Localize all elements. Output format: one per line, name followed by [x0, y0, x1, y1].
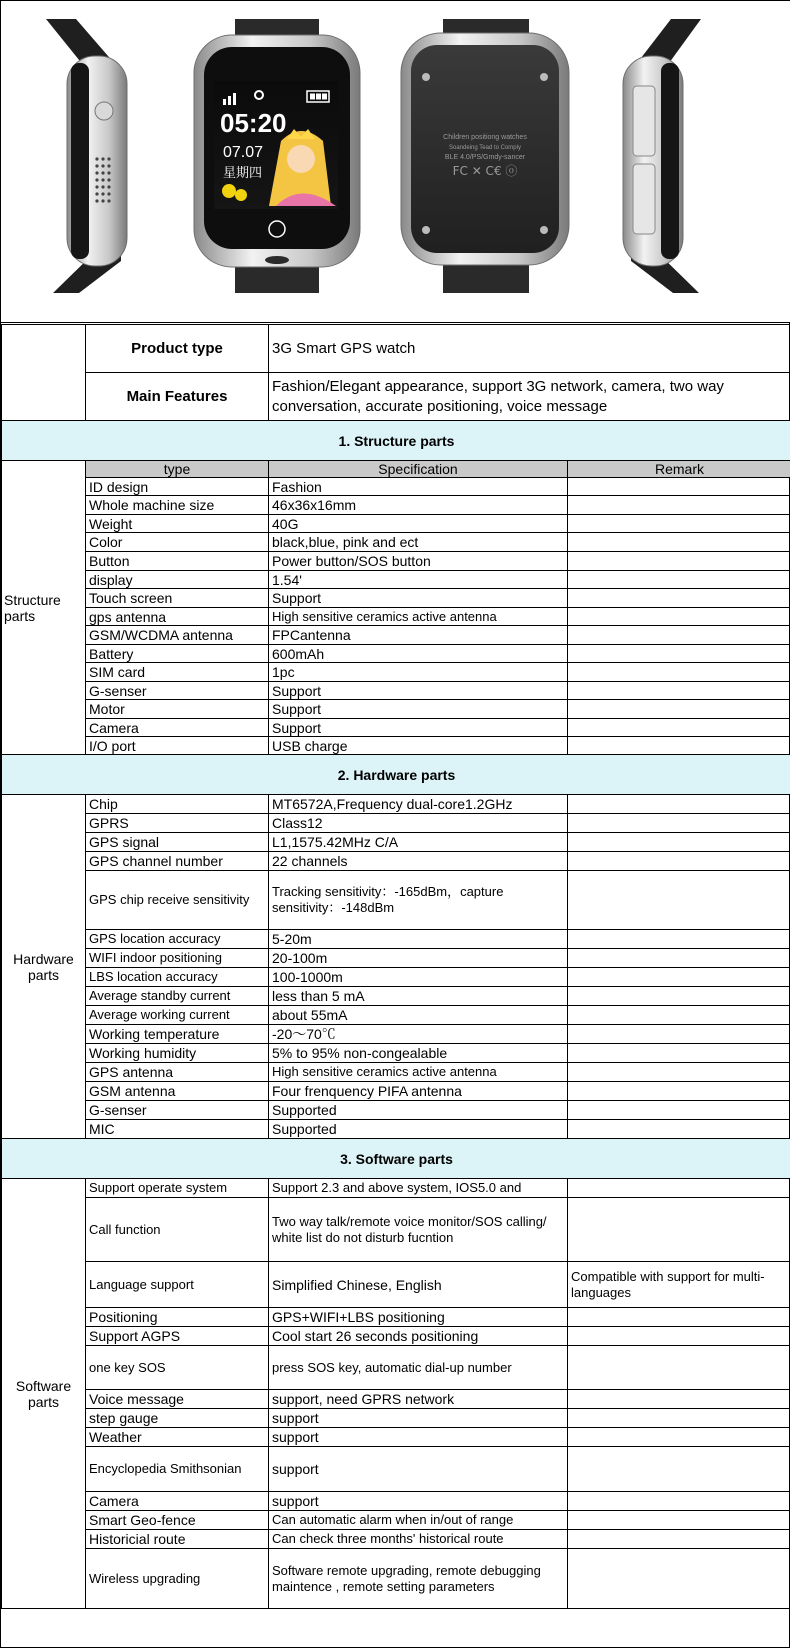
spec-remark [568, 1530, 790, 1549]
spec-value: Cool start 26 seconds positioning [269, 1327, 568, 1346]
spec-type: Voice message [86, 1390, 269, 1409]
spec-type: GPS signal [86, 833, 269, 852]
spec-row [2, 871, 790, 930]
spec-row [2, 968, 790, 987]
header-type: type [86, 461, 269, 478]
spec-table-body [2, 325, 790, 1609]
spec-row [2, 533, 790, 552]
spec-type: Encyclopedia Smithsonian [86, 1447, 269, 1492]
spec-type: LBS location accuracy [86, 968, 269, 987]
spec-value: GPS+WIFI+LBS positioning [269, 1308, 568, 1327]
section-title: 3. Software parts [2, 1139, 790, 1179]
spec-row [2, 1549, 790, 1609]
spec-value: less than 5 mA [269, 987, 568, 1006]
watch-date: 07.07 [223, 144, 264, 161]
spec-row [2, 852, 790, 871]
spec-remark [568, 719, 790, 737]
spec-row [2, 1006, 790, 1025]
spec-table [1, 324, 790, 1609]
spec-remark [568, 496, 790, 515]
spec-type: Touch screen [86, 589, 269, 608]
spec-remark [568, 1198, 790, 1262]
spec-remark [568, 1082, 790, 1101]
spec-row [2, 645, 790, 663]
spec-remark [568, 1409, 790, 1428]
spec-remark [568, 515, 790, 533]
spec-row [2, 608, 790, 626]
spec-value: 1pc [269, 663, 568, 682]
watch-weekday: 星期四 [223, 166, 263, 181]
spec-value: 46x36x16mm [269, 496, 568, 515]
spec-value: 600mAh [269, 645, 568, 663]
spec-value: Support [269, 682, 568, 700]
spec-type: I/O port [86, 737, 269, 755]
spec-remark [568, 533, 790, 552]
spec-remark [568, 663, 790, 682]
intro-label: Main Features [86, 373, 269, 421]
spec-remark [568, 1327, 790, 1346]
spec-remark [568, 930, 790, 949]
spec-row [2, 1428, 790, 1447]
spec-row [2, 833, 790, 852]
spec-type: Weight [86, 515, 269, 533]
spec-type: Support AGPS [86, 1327, 269, 1346]
watch-front-view [194, 19, 360, 293]
spec-value: Can check three months' historical route [269, 1530, 568, 1549]
spec-row [2, 737, 790, 755]
spec-value: 22 channels [269, 852, 568, 871]
spec-type: Motor [86, 700, 269, 719]
spec-value: black,blue, pink and ect [269, 533, 568, 552]
spec-value: Tracking sensitivity：-165dBm，capture sensitivity：-148dBm [269, 871, 568, 930]
spec-remark [568, 1101, 790, 1120]
spec-row [2, 1120, 790, 1139]
watch-back-view [401, 19, 569, 293]
spec-remark [568, 626, 790, 645]
spec-type: Battery [86, 645, 269, 663]
spec-row [2, 515, 790, 533]
spec-row [2, 1390, 790, 1409]
watch-right-side-view [623, 19, 701, 293]
spec-value: support [269, 1409, 568, 1428]
spec-row [2, 1530, 790, 1549]
spec-remark [568, 737, 790, 755]
spec-value: Can automatic alarm when in/out of range [269, 1511, 568, 1530]
spec-value: Support [269, 719, 568, 737]
spec-remark [568, 1428, 790, 1447]
spec-type: Historicial route [86, 1530, 269, 1549]
spec-value: 20-100m [269, 949, 568, 968]
spec-value: support [269, 1492, 568, 1511]
spec-type: Color [86, 533, 269, 552]
spec-value: Fashion [269, 478, 568, 496]
spec-remark [568, 700, 790, 719]
spec-row [2, 1262, 790, 1308]
spec-row [2, 987, 790, 1006]
spec-row [2, 1044, 790, 1063]
spec-value: Power button/SOS button [269, 552, 568, 571]
back-label-line1: Children positiong watches [443, 134, 527, 141]
spec-row [2, 663, 790, 682]
watch-left-side-view [46, 19, 127, 293]
spec-remark [568, 645, 790, 663]
spec-type: Whole machine size [86, 496, 269, 515]
spec-value: press SOS key, automatic dial-up number [269, 1346, 568, 1390]
spec-row [2, 1063, 790, 1082]
spec-row [2, 478, 790, 496]
spec-remark [568, 1006, 790, 1025]
column-header-row [2, 461, 790, 478]
group-label: Structure parts [2, 461, 86, 755]
spec-value: Support [269, 700, 568, 719]
spec-value: L1,1575.42MHz C/A [269, 833, 568, 852]
spec-remark [568, 1179, 790, 1198]
spec-row [2, 589, 790, 608]
spec-type: GPS location accuracy [86, 930, 269, 949]
spec-value: 5% to 95% non-congealable [269, 1044, 568, 1063]
spec-type: Average standby current [86, 987, 269, 1006]
spec-row [2, 814, 790, 833]
group-label: Software parts [2, 1179, 86, 1609]
spec-value: High sensitive ceramics active antenna [269, 608, 568, 626]
spec-value: Four frenquency PIFA antenna [269, 1082, 568, 1101]
spec-remark [568, 1308, 790, 1327]
spec-remark [568, 1447, 790, 1492]
spec-row [2, 1346, 790, 1390]
spec-type: GSM antenna [86, 1082, 269, 1101]
spec-row [2, 719, 790, 737]
spec-type: GSM/WCDMA antenna [86, 626, 269, 645]
spec-type: GPS channel number [86, 852, 269, 871]
spec-value: Support 2.3 and above system, IOS5.0 and [269, 1179, 568, 1198]
spec-type: one key SOS [86, 1346, 269, 1390]
spec-row [2, 1511, 790, 1530]
intro-value: 3G Smart GPS watch [269, 325, 790, 373]
spec-type: gps antenna [86, 608, 269, 626]
spec-row [2, 1327, 790, 1346]
spec-value: about 55mA [269, 1006, 568, 1025]
intro-blank-cell [2, 325, 86, 421]
section-title: 2. Hardware parts [2, 755, 790, 795]
spec-type: Language support [86, 1262, 269, 1308]
spec-remark: Compatible with support for multi-languages [568, 1262, 790, 1308]
intro-row [2, 325, 790, 373]
product-image-area [1, 1, 790, 323]
spec-value: 1.54' [269, 571, 568, 589]
spec-row [2, 1198, 790, 1262]
watch-views-illustration [1, 1, 790, 323]
spec-type: ID design [86, 478, 269, 496]
spec-type: GPS antenna [86, 1063, 269, 1082]
spec-value: Support [269, 589, 568, 608]
spec-type: MIC [86, 1120, 269, 1139]
spec-row [2, 626, 790, 645]
back-label-line3: BLE 4.0/PS/Gmdy-sancer [444, 154, 526, 161]
spec-remark [568, 571, 790, 589]
spec-value: support [269, 1428, 568, 1447]
spec-row [2, 1447, 790, 1492]
spec-remark [568, 478, 790, 496]
spec-value: 40G [269, 515, 568, 533]
spec-row [2, 496, 790, 515]
spec-type: Weather [86, 1428, 269, 1447]
spec-type: Positioning [86, 1308, 269, 1327]
spec-remark [568, 1492, 790, 1511]
spec-type: Camera [86, 1492, 269, 1511]
intro-row [2, 373, 790, 421]
spec-type: Button [86, 552, 269, 571]
spec-row [2, 1179, 790, 1198]
spec-type: GPS chip receive sensitivity [86, 871, 269, 930]
spec-value: MT6572A,Frequency dual-core1.2GHz [269, 795, 568, 814]
spec-type: step gauge [86, 1409, 269, 1428]
spec-value: FPCantenna [269, 626, 568, 645]
spec-value: USB charge [269, 737, 568, 755]
spec-type: Working humidity [86, 1044, 269, 1063]
spec-value: High sensitive ceramics active antenna [269, 1063, 568, 1082]
spec-type: Working temperature [86, 1025, 269, 1044]
spec-value: support [269, 1447, 568, 1492]
spec-remark [568, 1346, 790, 1390]
section-title-row [2, 421, 790, 461]
spec-row [2, 1082, 790, 1101]
spec-row [2, 949, 790, 968]
watch-time: 05:20 [220, 108, 287, 138]
spec-remark [568, 1120, 790, 1139]
spec-type: Support operate system [86, 1179, 269, 1198]
spec-row [2, 1492, 790, 1511]
spec-type: G-senser [86, 1101, 269, 1120]
spec-type: Average working current [86, 1006, 269, 1025]
spec-remark [568, 1025, 790, 1044]
spec-remark [568, 1044, 790, 1063]
header-remark: Remark [568, 461, 790, 478]
spec-type: Camera [86, 719, 269, 737]
spec-value: Supported [269, 1120, 568, 1139]
spec-value: support, need GPRS network [269, 1390, 568, 1409]
spec-value: 100-1000m [269, 968, 568, 987]
intro-value: Fashion/Elegant appearance, support 3G network, camera, two way conversation, accurate positioning, voice message [269, 373, 790, 421]
spec-value: Class12 [269, 814, 568, 833]
spec-type: G-senser [86, 682, 269, 700]
spec-remark [568, 852, 790, 871]
spec-row [2, 1308, 790, 1327]
spec-value: 5-20m [269, 930, 568, 949]
spec-remark [568, 968, 790, 987]
spec-value: Software remote upgrading, remote debugging maintence , remote setting parameters [269, 1549, 568, 1609]
spec-type: SIM card [86, 663, 269, 682]
spec-row [2, 552, 790, 571]
spec-row [2, 930, 790, 949]
header-spec: Specification [269, 461, 568, 478]
spec-value: Two way talk/remote voice monitor/SOS calling/ white list do not disturb fucntion [269, 1198, 568, 1262]
spec-remark [568, 814, 790, 833]
spec-remark [568, 682, 790, 700]
spec-remark [568, 1390, 790, 1409]
spec-remark [568, 608, 790, 626]
spec-remark [568, 871, 790, 930]
spec-type: Wireless upgrading [86, 1549, 269, 1609]
spec-remark [568, 552, 790, 571]
spec-remark [568, 1511, 790, 1530]
section-title-row [2, 755, 790, 795]
spec-value: Supported [269, 1101, 568, 1120]
spec-remark [568, 949, 790, 968]
spec-row [2, 1101, 790, 1120]
spec-row [2, 1409, 790, 1428]
spec-remark [568, 795, 790, 814]
spec-remark [568, 1549, 790, 1609]
intro-label: Product type [86, 325, 269, 373]
spec-type: Smart Geo-fence [86, 1511, 269, 1530]
spec-row [2, 682, 790, 700]
spec-type: Chip [86, 795, 269, 814]
certification-marks: FC ✕ C€ ⓞ [452, 164, 518, 178]
section-title-row [2, 1139, 790, 1179]
group-label: Hardware parts [2, 795, 86, 1139]
spec-type: GPRS [86, 814, 269, 833]
spec-row [2, 700, 790, 719]
back-label-line2: Soandeing Tead to Comply [449, 145, 521, 151]
spec-remark [568, 589, 790, 608]
spec-remark [568, 1063, 790, 1082]
spec-remark [568, 833, 790, 852]
spec-row [2, 1025, 790, 1044]
spec-type: WIFI indoor positioning [86, 949, 269, 968]
spec-value: -20～70℃ [269, 1025, 568, 1044]
spec-remark [568, 987, 790, 1006]
spec-row [2, 571, 790, 589]
spec-type: Call function [86, 1198, 269, 1262]
spec-type: display [86, 571, 269, 589]
spec-row [2, 795, 790, 814]
section-title: 1. Structure parts [2, 421, 790, 461]
spec-value: Simplified Chinese, English [269, 1262, 568, 1308]
